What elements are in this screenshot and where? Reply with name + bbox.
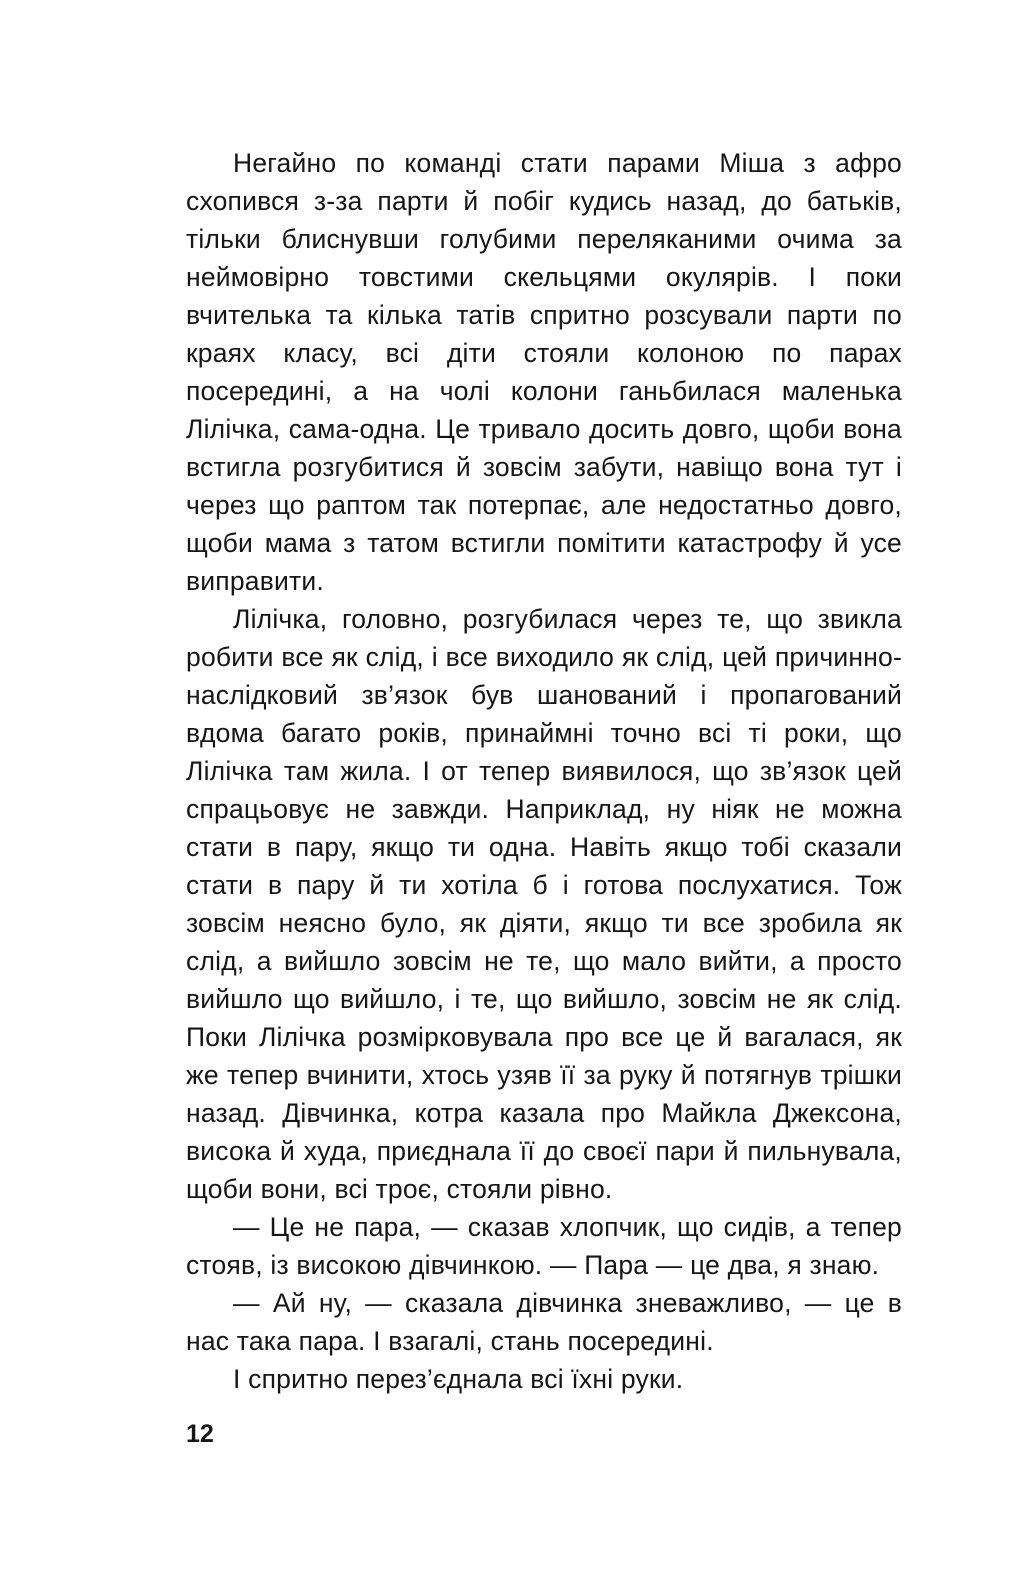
paragraph: Негайно по команді стати парами Міша з афро схопився з-за парти й побіг кудись назад, до батьків, тільки блиснувши голубими переляканими очима за неймовірно товстими скельцями окулярів. І поки вчителька та кілька татів спритно розсували парти по краях класу, всі діти стояли колоною по парах посередині, а на чолі колони ганьбилася маленька Лілічка, сама-одна. Це тривало досить довго, щоби вона встигла розгубитися й зовсім забути, навіщо вона тут і через що раптом так потерпає, але недостатньо довго, щоби мама з татом встигли помітити катастрофу й усе виправити. — [186, 148, 902, 596]
dialogue-paragraph: — Ай ну, — сказала дівчинка зневажливо, — це в нас така пара. І взагалі, стань посередині. — [186, 1288, 902, 1356]
dialogue-paragraph: — Це не пара, — сказав хлопчик, що сидів, а тепер стояв, із високою дівчинкою. — Пара — це два, я знаю. — [186, 1212, 902, 1280]
paragraph: І спритно перез’єднала всі їхні руки. — [233, 1364, 684, 1394]
page-text-block — [186, 144, 902, 1398]
paragraph: Лілічка, головно, розгубилася через те, що звикла робити все як слід, і все виходило як слід, цей причинно-наслідковий зв’язок був шанований і пропагований вдома багато років, принаймні точно всі ті роки, що Лілічка там жила. І от тепер виявилося, що зв’язок цей спрацьовує не завжди. Наприклад, ну ніяк не можна стати в пару, якщо ти одна. Навіть якщо тобі сказали стати в пару й ти хотіла б і готова послухатися. Тож зовсім неясно було, як діяти, якщо ти все зробила як слід, а вийшло зовсім не те, що мало вийти, а просто вийшло що вийшло, і те, що вийшло, зовсім не як слід. Поки Лілічка розмірковувала про все це й вагалася, як же тепер вчинити, хтось узяв її за руку й потягнув трішки назад. Дівчинка, котра казала про Майкла Джексона, висока й худа, приєднала її до своєї пари й пильнувала, щоби вони, всі троє, стояли рівно. — [186, 604, 902, 1204]
page-number: 12 — [186, 1420, 214, 1448]
